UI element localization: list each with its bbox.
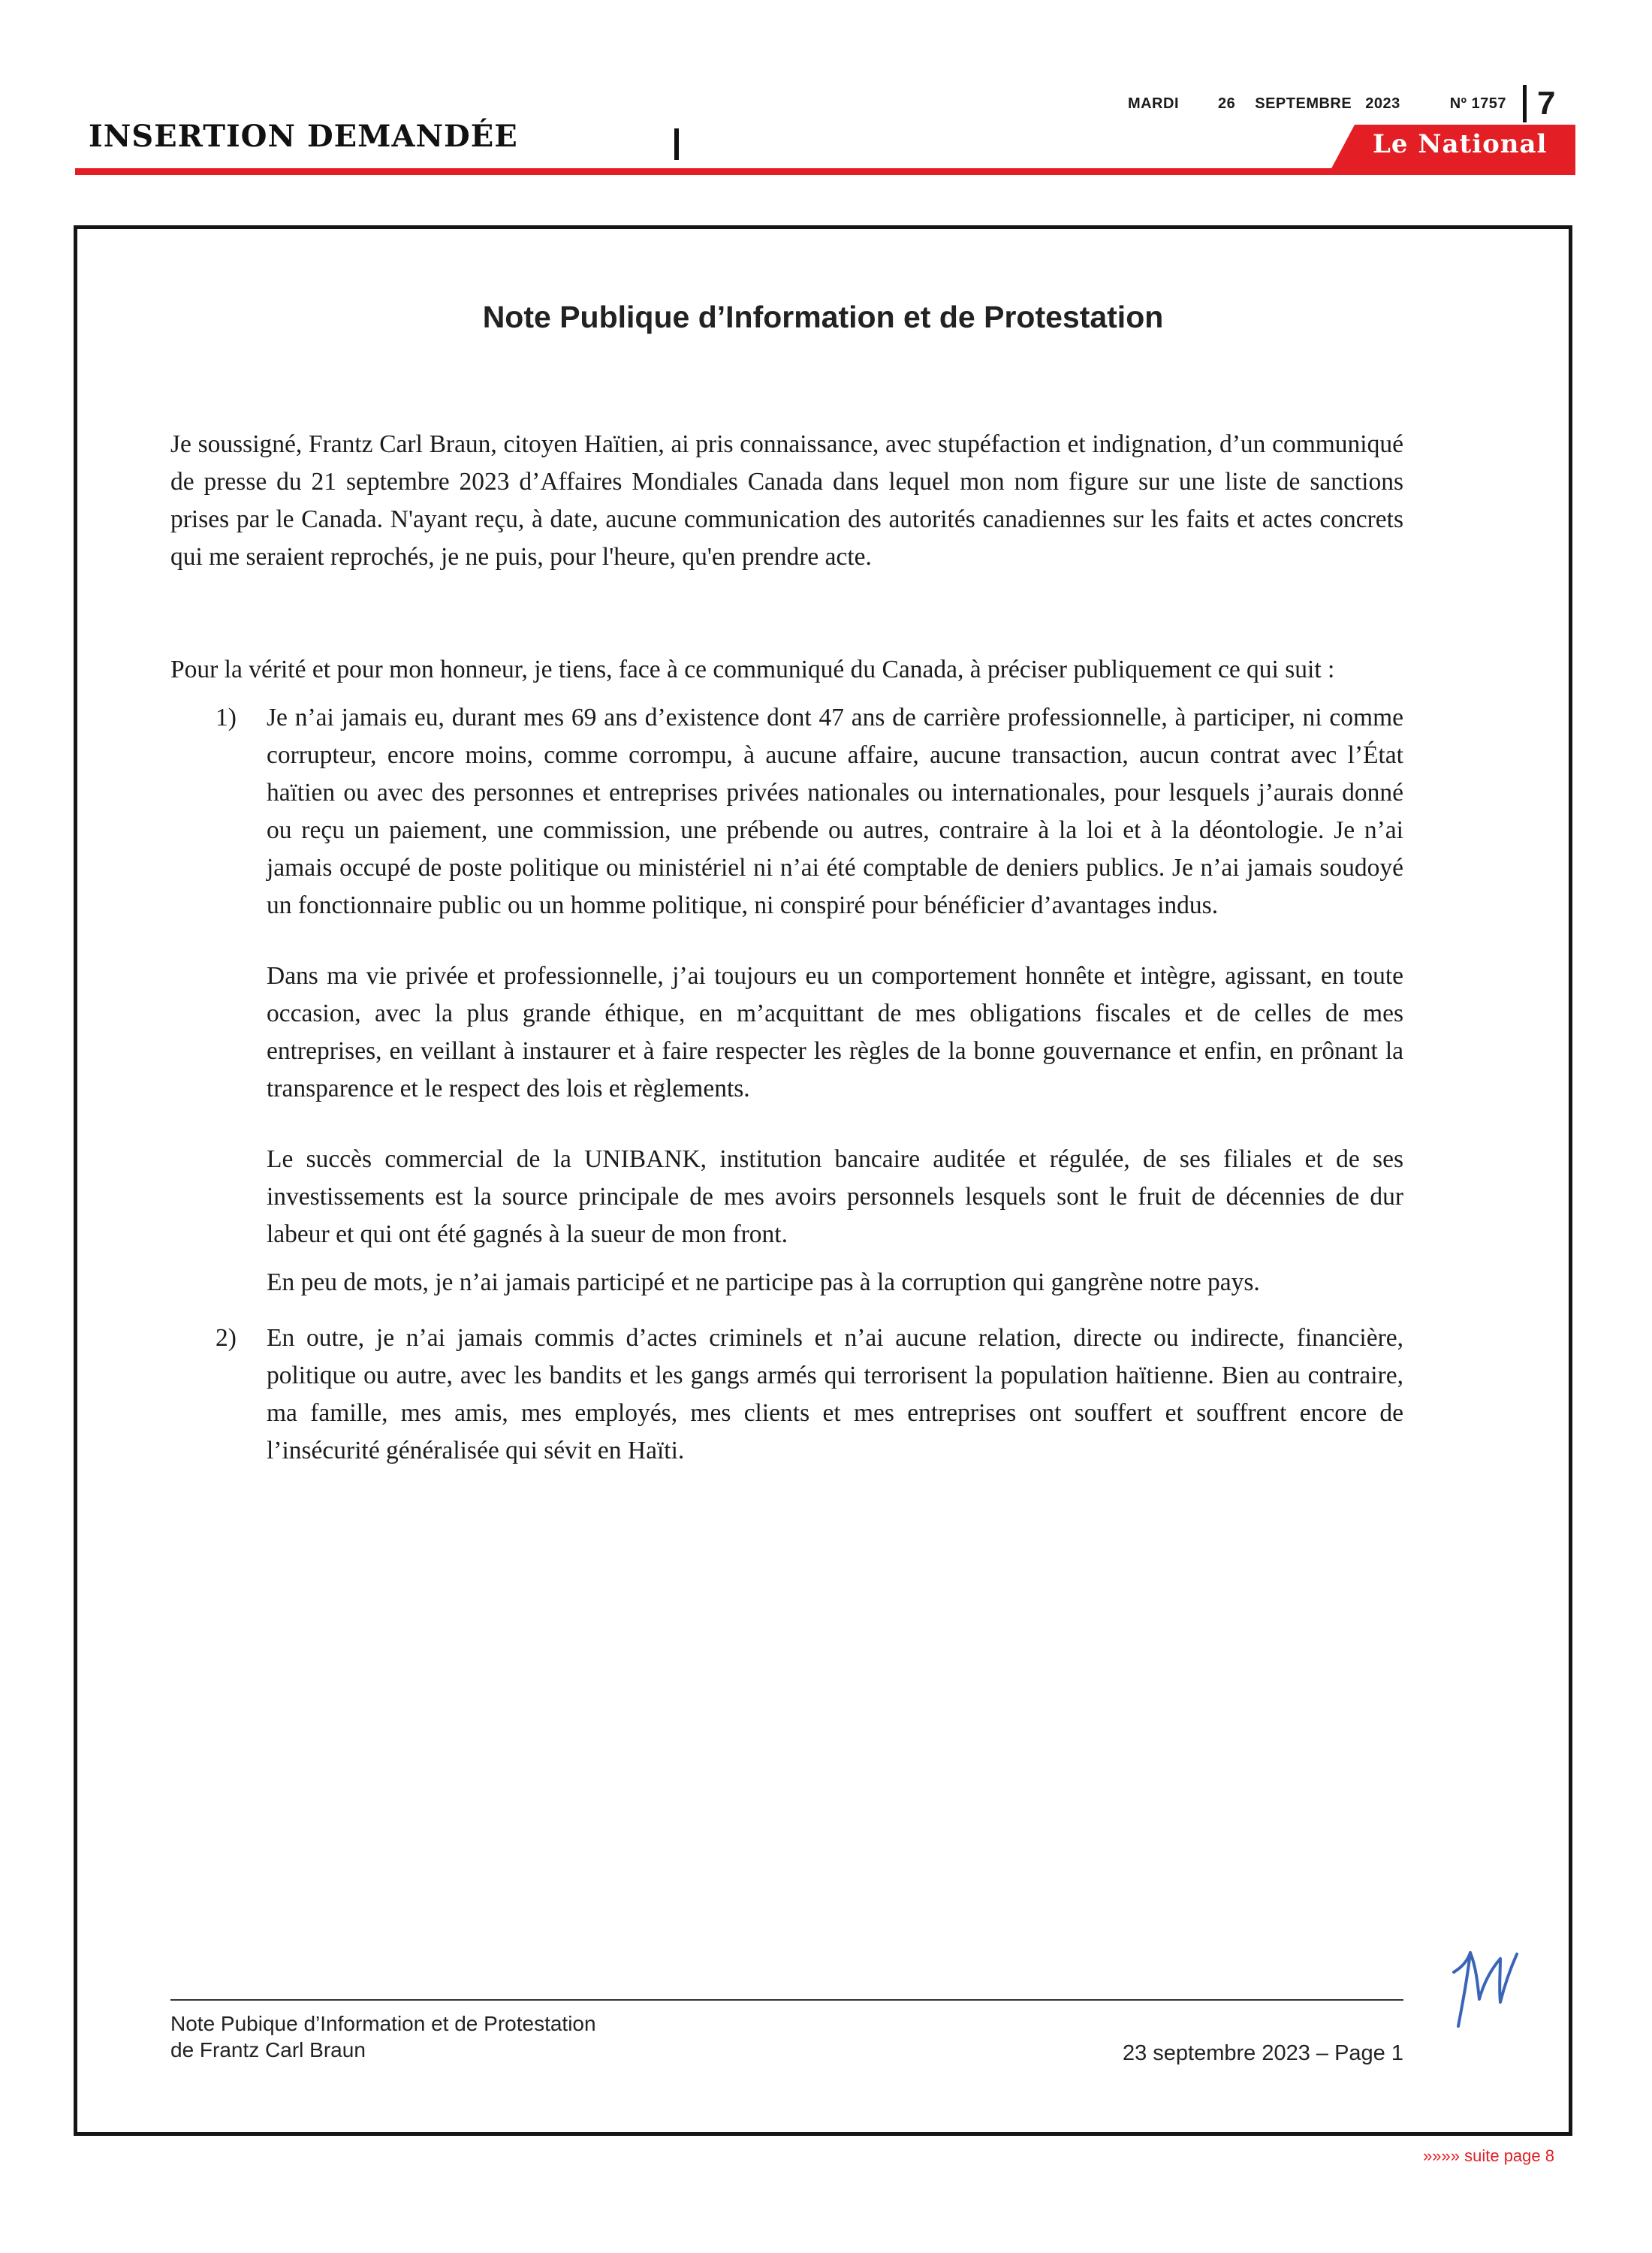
- list-item-paragraph: Le succès commercial de la UNIBANK, institution bancaire auditée et régulée, de ses filiales et de ses investissements est la source principale de mes avoirs personnels lesquels sont le fruit de décennies de dur labeur et qui ont été gagnés à la sueur de mon front.: [267, 1145, 1403, 1248]
- footer-date-page: 23 septembre 2023 – Page 1: [1122, 2041, 1403, 2065]
- letter-frame: [74, 225, 1572, 2136]
- signature-initials: [1445, 1930, 1523, 2031]
- date-day: 26: [1218, 95, 1236, 112]
- section-title: INSERTION DEMANDÉE: [89, 119, 518, 154]
- letter-body: [170, 426, 1403, 1470]
- page-number: 7: [1537, 85, 1556, 122]
- newspaper-name: Le National: [1373, 129, 1548, 159]
- date-month: SEPTEMBRE: [1255, 95, 1352, 112]
- preamble-paragraph: Pour la vérité et pour mon honneur, je tiens, face à ce communiqué du Canada, à préciser publiquement ce qui suit :: [170, 656, 1335, 683]
- footer-line: de Frantz Carl Braun: [170, 2038, 366, 2061]
- footer-rule: [170, 1999, 1403, 2001]
- header-divider: [1523, 85, 1527, 122]
- issue-number: Nº 1757: [1449, 95, 1507, 112]
- list-item-paragraph: Dans ma vie privée et professionnelle, j’ai toujours eu un comportement honnête et intègre, agissant, en toute occasion, avec la plus grande éthique, en m’acquittant de mes obligations fiscales et de celles de mes entreprises, en veillant à instaurer et à faire respecter les règles de la bonne gouvernance et enfin, en prônant la transparence et le respect des lois et règlements.: [267, 962, 1403, 1102]
- list-item-number: 2): [216, 1324, 237, 1352]
- list-item-2: [170, 1320, 1403, 1470]
- intro-paragraph: Je soussigné, Frantz Carl Braun, citoyen Haïtien, ai pris connaissance, avec stupéfaction et indignation, d’un communiqué de presse du 21 septembre 2023 d’Affaires Mondiales Canada dans lequel mon nom figure sur une liste de sanctions prises par le Canada. N'ayant reçu, à date, aucune communication des autorités canadiennes sur les faits et actes concrets qui me seraient reprochés, je ne puis, pour l'heure, qu'en prendre acte.: [170, 430, 1403, 571]
- continued-link[interactable]: »»»» suite page 8: [1423, 2146, 1554, 2165]
- list-item-paragraph: En peu de mots, je n’ai jamais participé et ne participe pas à la corruption qui gangrène notre pays.: [267, 1268, 1260, 1296]
- footer-line: Note Pubique d’Information et de Protestation: [170, 2012, 596, 2035]
- list-item-number: 1): [216, 704, 237, 731]
- section-divider-mark: [674, 128, 679, 160]
- list-item-paragraph: En outre, je n’ai jamais commis d’actes criminels et n’ai aucune relation, directe ou indirecte, financière, politique ou autre, avec les bandits et les gangs armés qui terrorisent la population haïtienne. Bien au contraire, ma famille, mes amis, mes employés, mes clients et mes entreprises ont souffert et souffrent encore de l’insécurité généralisée qui sévit en Haïti.: [267, 1324, 1403, 1464]
- date-year: 2023: [1365, 95, 1400, 112]
- list-item-1: [170, 699, 1403, 1301]
- letter-title: Note Publique d’Information et de Protestation: [482, 300, 1164, 334]
- list-item-paragraph: Je n’ai jamais eu, durant mes 69 ans d’existence dont 47 ans de carrière professionnelle, à participer, ni comme corrupteur, encore moins, comme corrompu, à aucune affaire, aucune transaction, aucun contrat avec l’État haïtien ou avec des personnes et entreprises privées nationales ou internationales, pour lesquels j’aurais donné ou reçu un paiement, une commission, une prébende ou autres, contraire à la loi et à la déontologie. Je n’ai jamais occupé de poste politique ou ministériel ni n’ai été comptable de deniers publics. Je n’ai jamais soudoyé un fonctionnaire public ou un homme politique, ni conspiré pour bénéficier d’avantages indus.: [267, 704, 1403, 919]
- date-weekday: MARDI: [1127, 95, 1179, 112]
- footer-document-reference: [170, 2010, 596, 2063]
- date-line: [1128, 85, 1556, 122]
